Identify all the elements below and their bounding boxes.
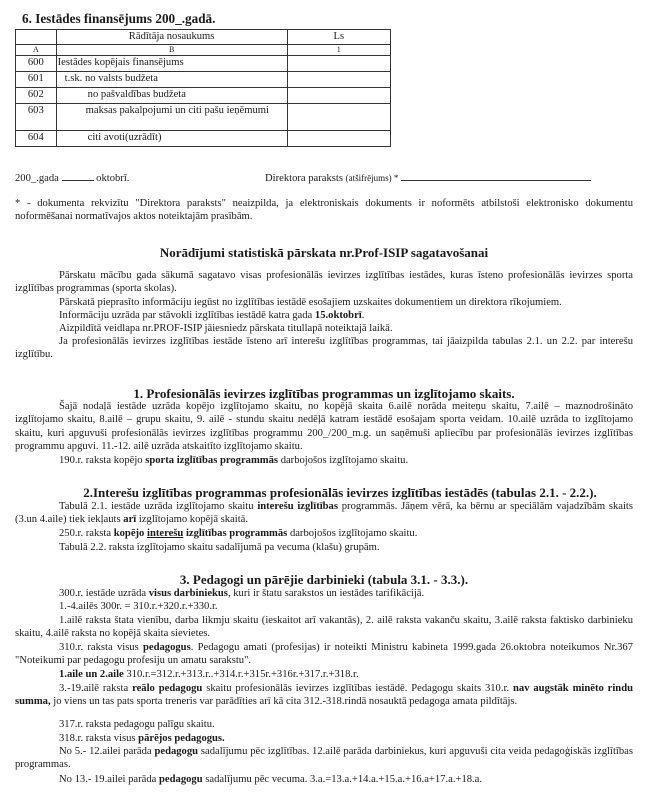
text: No 13.- 19.ailei parāda xyxy=(59,774,157,785)
row-name: citi avoti(uzrādīt) xyxy=(56,131,287,147)
row-value-input[interactable] xyxy=(287,88,390,104)
row-value-input[interactable] xyxy=(287,104,390,131)
emphasis: pedagogus xyxy=(143,642,191,653)
text: 250.r. raksta xyxy=(59,528,112,539)
day-blank-input[interactable] xyxy=(62,169,94,181)
row-name: no pašvaldības budžeta xyxy=(56,88,287,104)
subheader-1: 1 xyxy=(287,45,390,56)
emphasis: nav augstāk minēto rindu summa, xyxy=(15,683,633,708)
emphasis: izglītības programmās xyxy=(185,528,288,539)
table-row xyxy=(16,88,391,104)
row-value-input[interactable] xyxy=(287,56,390,72)
financing-table xyxy=(15,29,391,147)
text: , kuri ir štatu sarakstos un iestādes tarifikācijā. xyxy=(227,588,425,599)
instructions-title: Norādījumi statistiskā pārskata nr.Prof-ISIP sagatavošanai xyxy=(159,245,489,260)
text: 310.r. raksta visus xyxy=(59,642,139,653)
table-header-row xyxy=(16,30,391,45)
section-3-title: 3. Pedagogi un pārējie darbinieki (tabula 3.1. - 3.3.). xyxy=(179,572,469,587)
instructions-p1: Pārskatu mācību gada sākumā sagatavo visas profesionālās ievirzes izglītības iestādes, kuras īsteno profesionālās ievirzes sporta izglītības programmas (sporta skolas). xyxy=(15,270,633,295)
text: Informāciju uzrāda par stāvokli izglītības iestādē katra gada xyxy=(59,310,313,321)
section-2-p1 xyxy=(15,500,633,527)
emphasis: 1.aile un 2.aile xyxy=(59,669,124,680)
section-3-p5 xyxy=(15,668,645,681)
text: jo viens un tas pats sporta treneris var parādīties arī kā cita 312.-318.rindā nosauktā pedagoga amata pildītājs. xyxy=(53,696,518,708)
header-cell-ls: Ls xyxy=(287,30,390,45)
instructions-p3 xyxy=(15,309,645,322)
table-row xyxy=(16,56,391,72)
text: Tabulā 2.1. iestāde uzrāda izglītojamo skaitu xyxy=(59,501,254,512)
row-code: 600 xyxy=(16,56,57,72)
director-signature xyxy=(265,169,591,185)
section-3-p6 xyxy=(15,682,633,709)
text: 3.-19.ailē raksta xyxy=(59,683,129,694)
text: sadalījumu pēc vecuma. 3.a.=13.a.+14.a.+15.a.+16.a+17.a.+18.a. xyxy=(205,774,483,785)
emphasis-underlined: interešu xyxy=(147,528,184,539)
header-cell-code xyxy=(16,30,57,45)
text: 310.r.=312.r.+313.r..+314.r.+315r.+316r.+317.r.+318.r. xyxy=(126,669,359,680)
text: 318.r. raksta visus xyxy=(59,733,136,744)
section-1-title: 1. Profesionālās ievirzes izglītības programmas un izglītojamo skaits. xyxy=(133,386,515,401)
section-3-p8 xyxy=(15,732,645,745)
emphasis: reālo pedagogu xyxy=(132,683,203,694)
emphasis: pārējos pedagogus. xyxy=(138,733,225,744)
table-row xyxy=(16,131,391,147)
section-6-title: 6. Iestādes finansējums 200_.gadā. xyxy=(22,11,216,26)
row-code: 603 xyxy=(16,104,57,131)
text: skaitu profesionālās ievirzes izglītības iestādē. Pedagogu skaits 310.r. xyxy=(206,683,510,694)
section-2-title: 2.Interešu izglītības programmas profesionālās ievirzes izglītības iestādēs (tabulas 2.1. - 2.2.). xyxy=(83,485,597,500)
emphasis: pedagogu xyxy=(159,774,203,785)
section-1-p1: Šajā nodaļā iestāde uzrāda kopējo izglītojamo skaitu, no kopējā skaita 6.ailē norāda meiteņu skaitu, 7.ailē – maznodrošināto izglītojamo skaitu, 8.ailē – grupu skaitu, 9. ailē - stundu skaitu nedēļā katram iestādē esošajam sporta veidam. 10.ailē uzrāda to izglītojamo skaitu, kuri apguvuši profesionālās ievirzes izglītības programmu 200_/200_m.g. un saņēmuši apliecību par profesionālās ievirzes izglītības programmu apguvi. 11.-12. ailē uzrāda atskaitīto izglītojamo skaitu. xyxy=(15,401,633,453)
date-prefix: 200_.gada xyxy=(15,173,59,184)
section-3-p9 xyxy=(15,745,633,772)
text: izglītojamo kopējā skaitā. xyxy=(138,514,249,526)
row-name: maksas pakalpojumi un citi pašu ieņēmumi xyxy=(56,104,287,131)
emphasis: interešu izglītības xyxy=(257,501,338,512)
text: . Pedagogu amati (profesijas) ir noteikti Ministru kabineta 1999.gada 26.oktobra noteikumos Nr.367 "Noteikumi par pedagogu profesiju un amatu sarakstu". xyxy=(15,642,633,667)
subheader-b: B xyxy=(56,45,287,56)
text: sadalījumu pēc izglītības. 12.ailē parāda darbiniekus, kuri apguvuši cita veida pedagoģiskās izglītības programmas. xyxy=(15,746,634,771)
director-sub-label: (atšifrējums) * xyxy=(345,173,399,183)
subheader-a: A xyxy=(16,45,57,56)
row-code: 602 xyxy=(16,88,57,104)
emphasis: visus darbiniekus xyxy=(148,588,228,599)
header-cell-name: Rādītāja nosaukums xyxy=(56,30,287,45)
row-code: 604 xyxy=(16,131,57,147)
text: darbojošos izglītojamo skaitu. xyxy=(280,455,409,466)
emphasis: pedagogu xyxy=(154,746,199,757)
section-3-p7: 317.r. raksta pedagogu palīgu skaitu. xyxy=(59,719,215,730)
section-2-p3: Tabulā 2.2. raksta izglītojamo skaitu sadalījumā pa vecuma (klašu) grupām. xyxy=(59,542,380,553)
row-name: t.sk. no valsts budžeta xyxy=(56,72,287,88)
emphasis: 15.oktobrī xyxy=(314,310,362,321)
text: No 5.- 12.ailei parāda xyxy=(59,746,152,757)
text: programmās. Jāņem vērā, ka bērnu ar speciālām vajadzībām skaits (3.un 4.aile) tiek iekļauts xyxy=(15,501,633,526)
section-2-p2 xyxy=(15,527,645,540)
text: 190.r. raksta kopējo xyxy=(59,455,143,466)
emphasis: kopējo xyxy=(113,528,145,539)
row-value-input[interactable] xyxy=(287,131,390,147)
section-3-p1 xyxy=(15,587,645,600)
text: 300.r. iestāde uzrāda xyxy=(59,588,147,599)
date-suffix: oktobrī. xyxy=(96,173,130,184)
section-3-p10 xyxy=(15,773,645,786)
footnote: * - dokumenta rekvizītu "Direktora paraksts" neaizpilda, ja elektroniskais dokuments ir noformēts atbilstoši elektronisko dokumentu noformēšanai normatīvajos aktos noteiktajām prasībām. xyxy=(15,198,633,223)
signature-line-input[interactable] xyxy=(401,169,591,181)
row-name: Iestādes kopējais finansējums xyxy=(56,56,287,72)
director-label: Direktora paraksts xyxy=(265,173,343,184)
text: darbojošos izglītojamo skaitu. xyxy=(289,528,418,539)
emphasis: sporta izglītības programmās xyxy=(145,455,279,466)
section-3-p2: 1.-4.ailēs 300r. = 310.r.+320.r.+330.r. xyxy=(59,601,218,612)
instructions-p5: Ja profesionālās ievirzes izglītības iestāde īsteno arī interešu izglītības programmas, tai jāaizpilda tabulas 2.1. un 2.2. par interešu izglītību. xyxy=(15,336,633,361)
instructions-p4: Aizpildītā veidlapa nr.PROF-ISIP jāiesniedz pārskata titullapā noteiktajā laikā. xyxy=(59,323,393,334)
section-3-p4 xyxy=(15,641,633,668)
section-1-p2 xyxy=(15,454,645,467)
instructions-p2: Pārskatā pieprasīto informāciju iegūst no izglītības iestādē esošajiem uzskaites dokumentiem un direktora rīkojumiem. xyxy=(59,297,562,308)
row-code: 601 xyxy=(16,72,57,88)
table-row xyxy=(16,72,391,88)
date-field xyxy=(15,169,129,185)
emphasis: arī xyxy=(123,514,137,526)
section-3-p3: 1.ailē raksta štata vienību, darba likmju skaitu (ieskaitot arī vakantās), 2. ailē raksta vakanču skaitu, 3.ailē raksta faktisko darbinieku skaitu, 4.ailē raksta no kopējā skaita sievietes. xyxy=(15,615,633,640)
table-subheader-row xyxy=(16,45,391,56)
text: . xyxy=(361,310,365,321)
table-row xyxy=(16,104,391,131)
row-value-input[interactable] xyxy=(287,72,390,88)
